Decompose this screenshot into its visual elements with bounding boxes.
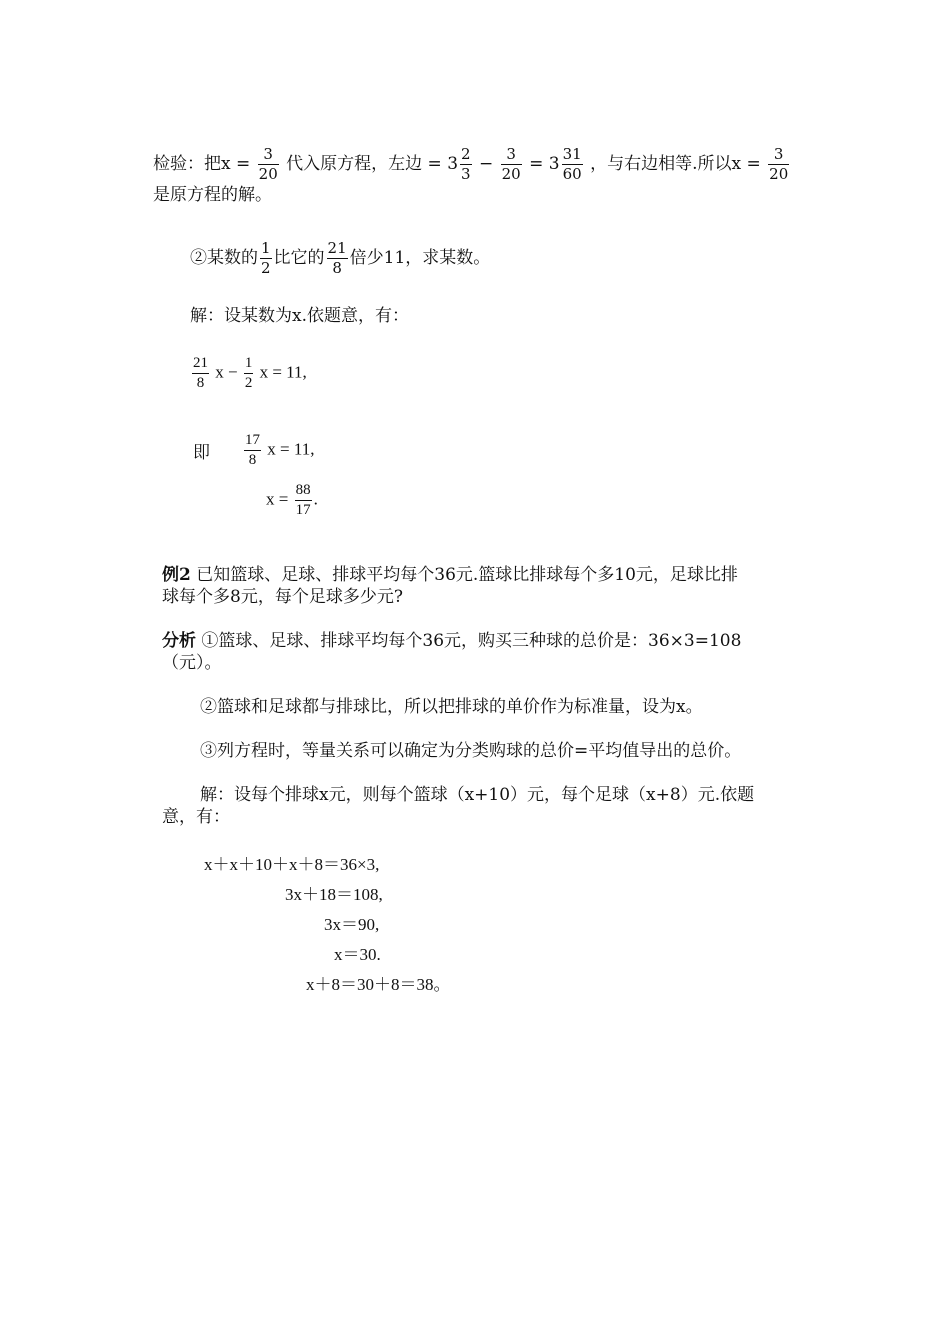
check-eq3: = 3 xyxy=(529,154,560,174)
q2-text-c: 倍少11，求某数。 xyxy=(349,248,491,268)
analysis-line2: （元）。 xyxy=(162,653,222,673)
ji-label: 即 xyxy=(193,443,210,463)
equation-1 xyxy=(190,355,307,392)
solution-2-line1: 解：设每个排球x元，则每个篮球（x+10）元，每个足球（x+8）元.依题 xyxy=(200,785,755,805)
check-prefix: 检验：把x = xyxy=(153,154,251,174)
q2-text-a: ②某数的 xyxy=(190,248,258,268)
check-line2: 是原方程的解。 xyxy=(153,185,272,205)
fraction: $\frac{3}{20}$ xyxy=(501,145,521,183)
check-mid: 代入原方程，左边 = 3 xyxy=(286,154,459,174)
analysis-line1 xyxy=(162,630,741,652)
equation-line: 3x＋18＝108, xyxy=(285,885,383,904)
analysis-point-2: ②篮球和足球都与排球比，所以把排球的单价作为标准量，设为x。 xyxy=(200,697,703,717)
question-2 xyxy=(190,240,490,277)
example-2-line1 xyxy=(162,564,738,586)
check-tail: ，与右边相等.所以x = xyxy=(590,154,761,174)
fraction: $\frac{31}{60}$ xyxy=(562,145,582,183)
fraction: $\frac{88}{17}$ xyxy=(295,482,311,518)
equation-line: x＋8＝30＋8＝38。 xyxy=(306,975,451,994)
example-label: 例2 xyxy=(162,565,191,585)
analysis-point-3: ③列方程时，等量关系可以确定为分类购球的总价=平均值导出的总价。 xyxy=(200,741,742,761)
eq1-text-b: x = 11, xyxy=(259,362,307,382)
analysis-text-1: ①篮球、足球、排球平均每个36元，购买三种球的总价是：36×3=108 xyxy=(196,631,742,651)
fraction: $\frac{3}{20}$ xyxy=(258,145,278,183)
fraction: $\frac{3}{20}$ xyxy=(769,145,789,183)
solution-intro: 解：设某数为x.依题意，有： xyxy=(190,306,409,326)
minus-sign: − xyxy=(478,154,494,174)
fraction: $\frac{21}{8}$ xyxy=(193,355,208,391)
q2-text-b: 比它的 xyxy=(273,248,325,268)
equation-line: x＝30. xyxy=(334,945,381,964)
eq3-text-b: . xyxy=(313,489,318,509)
analysis-label: 分析 xyxy=(162,631,196,651)
fraction: $\frac{21}{8}$ xyxy=(327,239,347,277)
example-2-line2: 球每个多8元，每个足球多少元? xyxy=(162,587,403,607)
equation-3 xyxy=(266,482,318,519)
example-text-1: 已知篮球、足球、排球平均每个36元.篮球比排球每个多10元，足球比排 xyxy=(190,565,738,585)
eq1-text-a: x − xyxy=(215,362,238,382)
solution-2-line2: 意，有： xyxy=(162,807,230,827)
fraction: $\frac{2}{3}$ xyxy=(461,145,471,183)
check-line xyxy=(153,146,791,183)
eq3-text-a: x = xyxy=(266,489,289,509)
equation-line: 3x＝90, xyxy=(324,915,380,934)
eq2-text: x = 11, xyxy=(267,439,315,459)
fraction: $\frac{1}{2}$ xyxy=(261,239,271,277)
fraction: $\frac{17}{8}$ xyxy=(245,432,260,468)
equation-2 xyxy=(242,432,314,469)
equation-line: x＋x＋10＋x＋8＝36×3, xyxy=(204,855,380,874)
fraction: $\frac{1}{2}$ xyxy=(244,355,253,391)
